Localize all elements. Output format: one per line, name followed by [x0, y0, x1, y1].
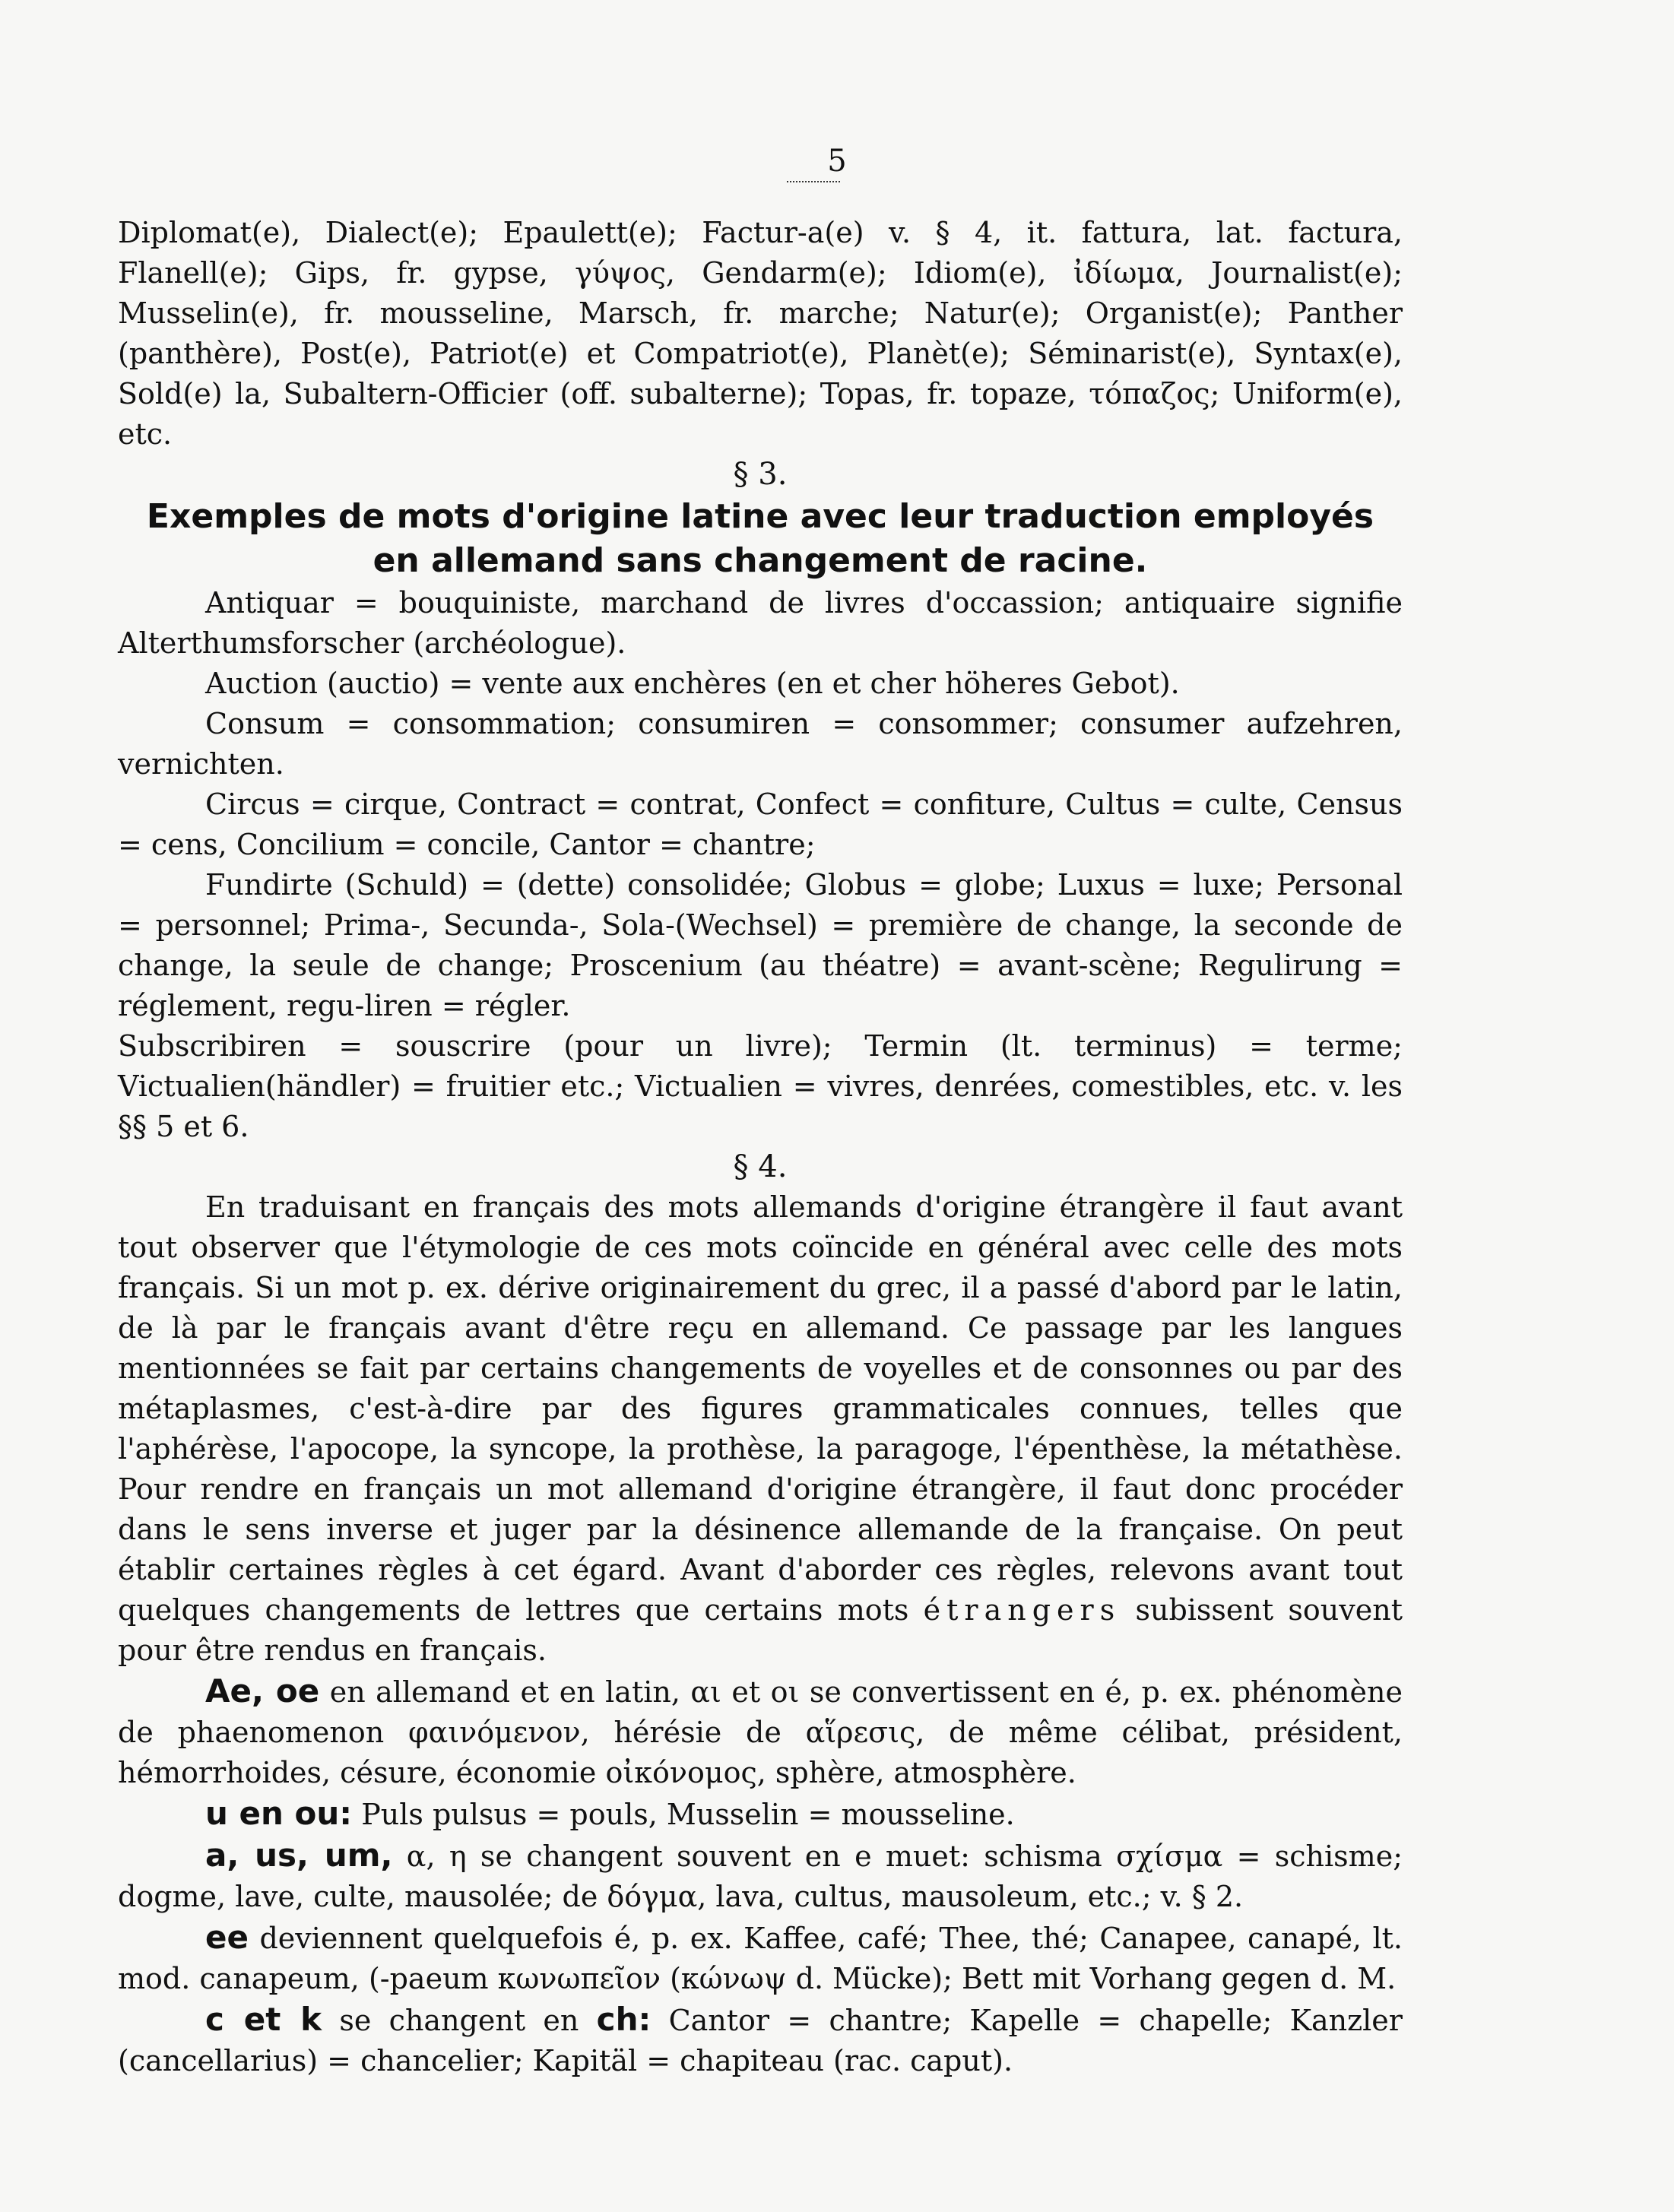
page-number: 5: [827, 144, 847, 179]
rule-ae-oe-text: en allemand et en latin, αι et οι se convertissent en é, p. ex. phénomène de phaenomenon φαινόμενον, hérésie de αἵρεσις, de même célibat, président, hémorrhoides, césure, économie οἰκόνομος, sphère, atmosphère.: [118, 1675, 1403, 1789]
section-3-mark: § 3.: [733, 457, 788, 492]
rule-u-ou-key: u en ou:: [205, 1795, 353, 1832]
rule-c-k: [118, 1999, 1403, 2081]
example-circus: Circus = cirque, Contract = contrat, Confect = confiture, Cultus = culte, Census = cens, Concilium = concile, Cantor = chantre;: [118, 788, 1403, 861]
rule-u-ou-text: Puls pulsus = pouls, Musselin = mousseline.: [361, 1798, 1015, 1831]
rule-a-us-um: [118, 1835, 1403, 1917]
section-4-body: [118, 1187, 1403, 1671]
section-4-main-text: En traduisant en français des mots allemands d'origine étrangère il faut avant tout observer que l'étymologie de ces mots coïncide en général avec celle des mots français. Si un mot p. ex. dérive originairement du grec, il a passé d'abord par le latin, de là par le français avant d'être reçu en allemand. Ce passage par les langues mentionnées se fait par certains changements de voyelles et de consonnes ou par des métaplasmes, c'est-à-dire par des figures grammaticales connues, telles que l'aphérèse, l'apocope, la syncope, la prothèse, la paragoge, l'épenthèse, la métathèse. Pour rendre en français un mot allemand d'origine étrangère, il faut donc procéder dans le sens inverse et juger par la désinence allemande de la française. On peut établir certaines règles à cet égard. Avant d'aborder ces règles, relevons avant tout quelques changements de lettres que certains mots: [118, 1190, 1403, 1627]
section-3-heading: Exemples de mots d'origine latine avec leur traduction employés en allemand sans changement de racine.: [146, 497, 1374, 580]
example-fundirte: Fundirte (Schuld) = (dette) consolidée; Globus = globe; Luxus = luxe; Personal = personnel; Prima-, Secunda-, Sola-(Wechsel) = première de change, la seconde de change, la seule de change; Proscenium (au théatre) = avant-scène; Regulirung = réglement, regu-liren = régler.: [118, 868, 1403, 1022]
section-4-mark: § 4.: [733, 1149, 788, 1184]
rule-ee: [118, 1917, 1403, 1999]
rule-ee-key: ee: [205, 1919, 249, 1956]
rule-ae-oe: [118, 1671, 1403, 1793]
section-4-tail: subissent souvent pour être rendus en français.: [118, 1593, 1403, 1667]
rule-c-k-key2: ch:: [596, 2001, 652, 2038]
rule-a-us-um-key: a, us, um,: [205, 1836, 393, 1874]
example-antiquar: Antiquar = bouquiniste, marchand de livres d'occassion; antiquaire signifie Alterthumsforscher (archéologue).: [118, 586, 1403, 660]
example-consum: Consum = consommation; consumiren = consommer; consumer aufzehren, vernichten.: [118, 707, 1403, 781]
paragraph-intro-continuation: Diplomat(e), Dialect(e); Epaulett(e); Factur-a(e) v. § 4, it. fattura, lat. factura, Flanell(e); Gips, fr. gypse, γύψος, Gendarm(e); Idiom(e), ἰδίωμα, Journalist(e); Musselin(e), fr. mousseline, Marsch, fr. marche; Natur(e); Organist(e); Panther (panthère), Post(e), Patriot(e) et Compatriot(e), Planèt(e); Séminarist(e), Syntax(e), Sold(e) la, Subaltern-Officier (off. subalterne); Topas, fr. topaze, τόπαζος; Uniform(e), etc.: [118, 216, 1403, 451]
example-subscribiren: Subscribiren = souscrire (pour un livre); Termin (lt. terminus) = terme; Victualien(händler) = fruitier etc.; Victualien = vivres, denrées, comestibles, etc. v. les §§ 5 et 6.: [118, 1029, 1403, 1143]
page-number-ornament: [787, 181, 840, 182]
section-4-spaced-word: étrangers: [923, 1593, 1121, 1627]
rule-c-k-text: Cantor = chantre; Kapelle = chapelle; Kanzler (cancellarius) = chancelier; Kapitäl = chapiteau (rac. caput).: [118, 2004, 1403, 2077]
rule-a-us-um-text: α, η se changent souvent en e muet: schisma σχίσμα = schisme; dogme, lave, culte, mausolée; de δόγμα, lava, cultus, mausoleum, etc.; v. § 2.: [118, 1840, 1403, 1913]
rule-ee-text: deviennent quelquefois é, p. ex. Kaffee, café; Thee, thé; Canapee, canapé, lt. mod. canapeum, (-paeum κωνωπεῖον (κώνωψ d. Mücke); Bett mit Vorhang gegen d. M.: [118, 1922, 1403, 1995]
rule-c-k-mid: se changent en: [339, 2004, 579, 2037]
rule-u-ou: [118, 1793, 1403, 1835]
page-body: [118, 213, 1403, 2081]
rule-c-k-key: c et k: [205, 2001, 322, 2038]
rule-ae-oe-key: Ae, oe: [205, 1672, 320, 1710]
example-auction: Auction (auctio) = vente aux enchères (en et cher höheres Gebot).: [205, 667, 1180, 700]
